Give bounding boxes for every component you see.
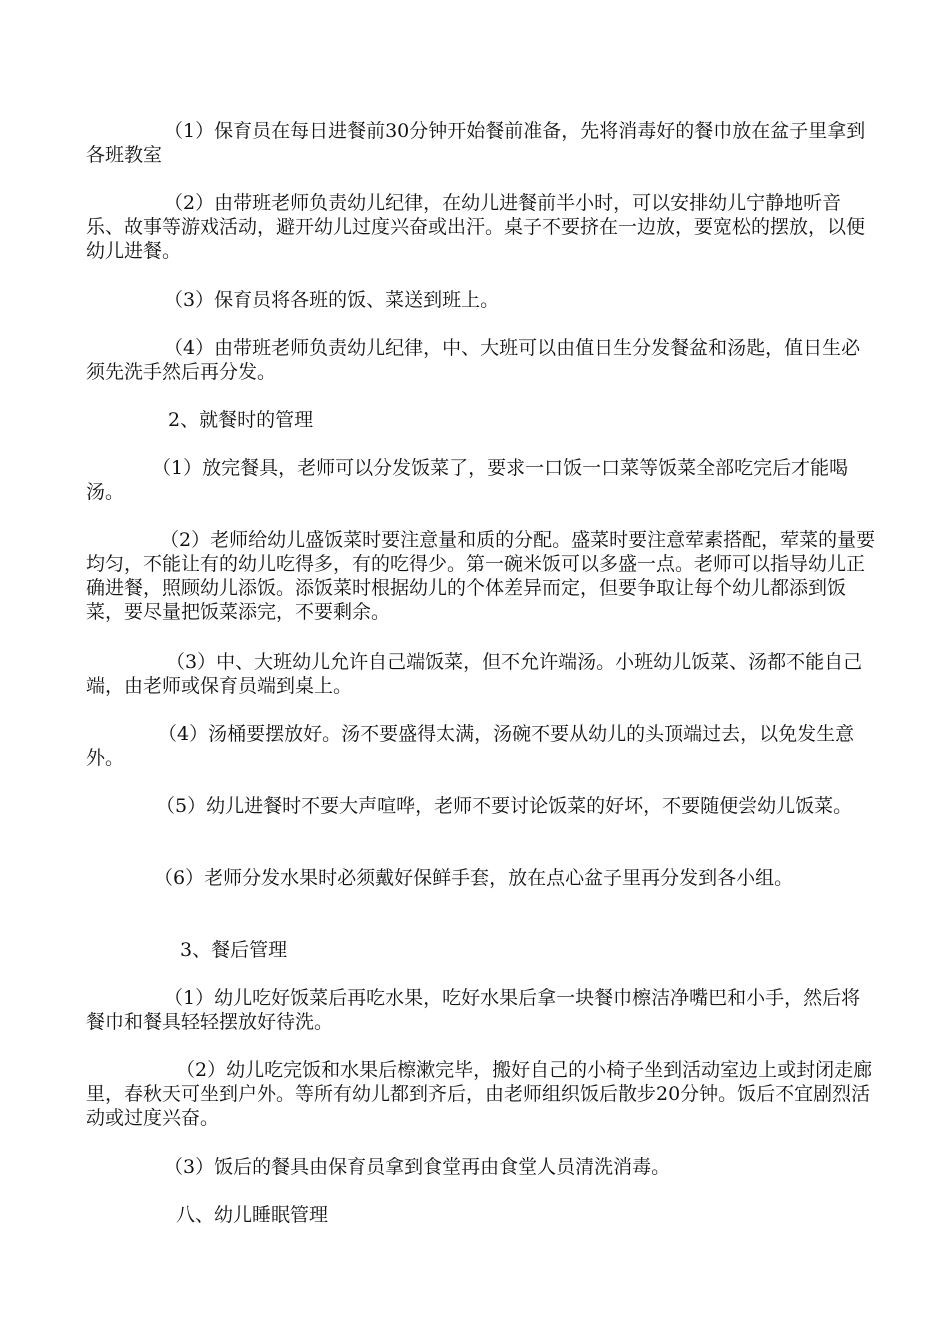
- paragraph-dining-4: （4）汤桶要摆放好。汤不要盛得太满，汤碗不要从幼儿的头顶端过去，以免发生意外。: [86, 723, 855, 769]
- paragraph-after-meal-2: （2）幼儿吃完饭和水果后檫漱完毕，搬好自己的小椅子坐到活动室边上或封闭走廊里，春秋天可坐到户外。等所有幼儿都到齐后，由老师组织饭后散步20分钟。饭后不宜剧烈活动或过度兴奋。: [86, 1059, 873, 1129]
- paragraph-after-meal-3: （3）饭后的餐具由保育员拿到食堂再由食堂人员清洗消毒。: [164, 1156, 671, 1178]
- section-heading-after-meal: 3、餐后管理: [180, 939, 288, 961]
- section-heading-dining: 2、就餐时的管理: [168, 409, 314, 431]
- paragraph-meal-prep-4: （4）由带班老师负责幼儿纪律，中、大班可以由值日生分发餐盆和汤匙，值日生必须先洗手然后再分发。: [86, 337, 861, 383]
- paragraph-dining-5: （5）幼儿进餐时不要大声喧哗，老师不要讨论饭菜的好坏，不要随便尝幼儿饭菜。: [156, 795, 853, 817]
- paragraph-meal-prep-2: （2）由带班老师负责幼儿纪律，在幼儿进餐前半小时，可以安排幼儿宁静地听音乐、故事等游戏活动，避开幼儿过度兴奋或出汗。桌子不要挤在一边放，要宽松的摆放，以便幼儿进餐。: [86, 192, 866, 262]
- paragraph-dining-2: （2）老师给幼儿盛饭菜时要注意量和质的分配。盛菜时要注意荤素搭配，荤菜的量要均匀，不能让有的幼儿吃得多，有的吃得少。第一碗米饭可以多盛一点。老师可以指导幼儿正确进餐，照顾幼儿添饭。添饭菜时根据幼儿的个体差异而定，但要争取让每个幼儿都添到饭菜，要尽量把饭菜添完，不要剩余。: [86, 529, 876, 623]
- paragraph-dining-6: （6）老师分发水果时必须戴好保鲜手套，放在点心盆子里再分发到各小组。: [154, 867, 794, 889]
- paragraph-meal-prep-3: （3）保育员将各班的饭、菜送到班上。: [164, 289, 500, 311]
- paragraph-after-meal-1: （1）幼儿吃好饭菜后再吃水果，吃好水果后拿一块餐巾檫洁净嘴巴和小手，然后将餐巾和餐具轻轻摆放好待洗。: [86, 987, 861, 1033]
- section-heading-sleep: 八、幼儿睡眠管理: [176, 1204, 329, 1226]
- paragraph-dining-3: （3）中、大班幼儿允许自己端饭菜，但不允许端汤。小班幼儿饭菜、汤都不能自己端，由老师或保育员端到桌上。: [86, 651, 863, 697]
- paragraph-meal-prep-1: （1）保育员在每日进餐前30分钟开始餐前准备，先将消毒好的餐巾放在盆子里拿到各班教室: [86, 120, 866, 166]
- paragraph-dining-1: （1）放完餐具，老师可以分发饭菜了，要求一口饭一口菜等饭菜全部吃完后才能喝汤。: [86, 457, 849, 503]
